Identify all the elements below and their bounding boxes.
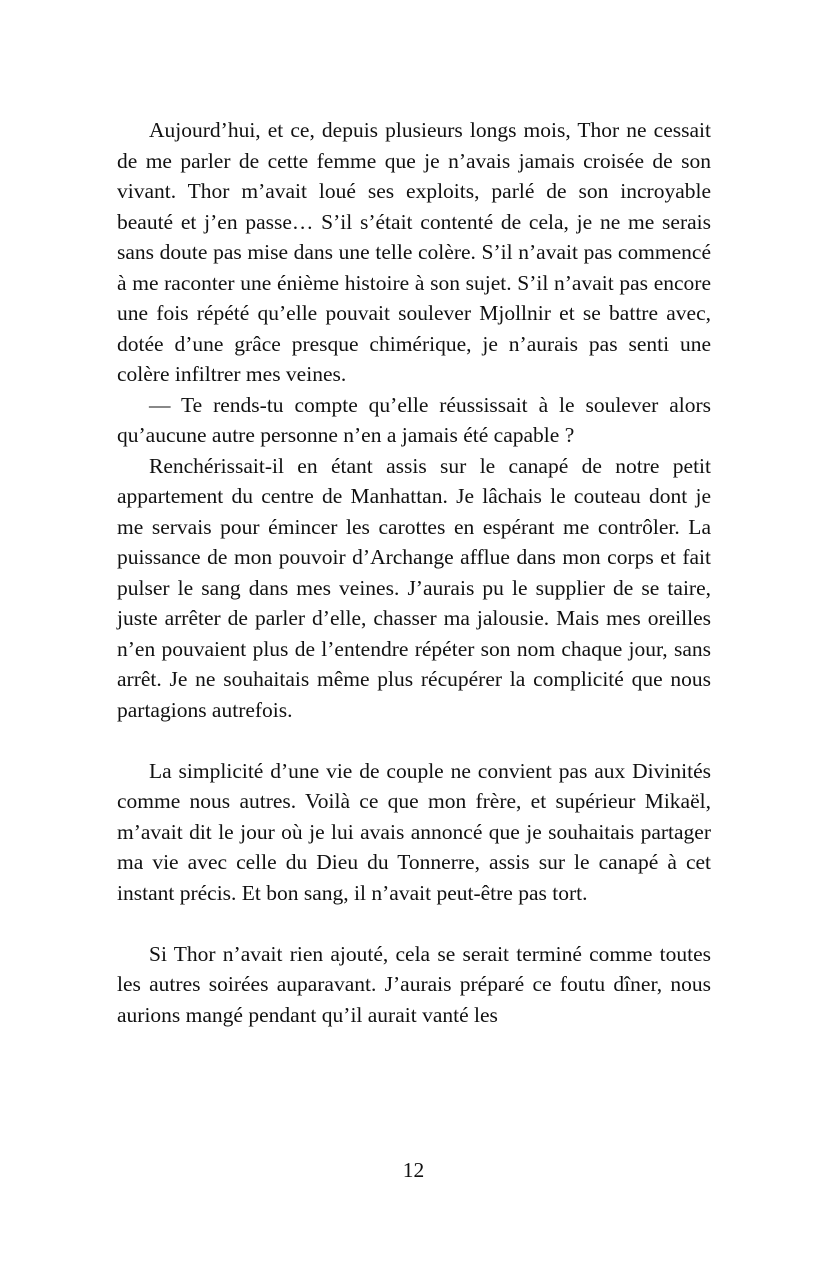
paragraph-1: Aujourd’hui, et ce, depuis plusieurs longs mois, Thor ne cessait de me parler de cette femme que je n’avais jamais croisée de son vivant. Thor m’avait loué ses exploits, parlé de son incroyable beauté et j’en passe… S’il s’était contenté de cela, je ne me serais sans doute pas mise dans une telle colère. S’il n’avait pas commencé à me raconter une énième histoire à son sujet. S’il n’avait pas encore une fois répété qu’elle pouvait soulever Mjollnir et se battre avec, dotée d’une grâce presque chimérique, je n’aurais pas senti une colère infiltrer mes veines. — [117, 118, 711, 386]
page-body — [117, 115, 711, 1030]
paragraph-2-dialogue: — Te rends-tu compte qu’elle réussissait à le soulever alors qu’aucune autre personne n’en a jamais été capable ? — [117, 392, 711, 447]
page-number: 12 — [402, 1158, 425, 1182]
paragraph-4: La simplicité d’une vie de couple ne convient pas aux Divinités comme nous autres. Voilà ce que mon frère, et supérieur Mikaël, m’avait dit le jour où je lui avais annoncé que je souhaitais partager ma vie avec celle du Dieu du Tonnerre, assis sur le canapé à cet instant précis. Et bon sang, il n’avait peut-être pas tort. — [117, 758, 711, 905]
paragraph-3: Renchérissait-il en étant assis sur le canapé de notre petit appartement du centre de Manhattan. Je lâchais le couteau dont je me servais pour émincer les carottes en espérant me contrôler. La puissance de mon pouvoir d’Archange afflue dans mon corps et fait pulser le sang dans mes veines. J’aurais pu le supplier de se taire, juste arrêter de parler d’elle, chasser ma jalousie. Mais mes oreilles n’en pouvaient plus de l’entendre répéter son nom chaque jour, sans arrêt. Je ne souhaitais même plus récupérer la complicité que nous partagions autrefois. — [117, 453, 711, 722]
paragraph-5: Si Thor n’avait rien ajouté, cela se serait terminé comme toutes les autres soirées auparavant. J’aurais préparé ce foutu dîner, nous aurions mangé pendant qu’il aurait vanté les — [117, 941, 711, 1027]
